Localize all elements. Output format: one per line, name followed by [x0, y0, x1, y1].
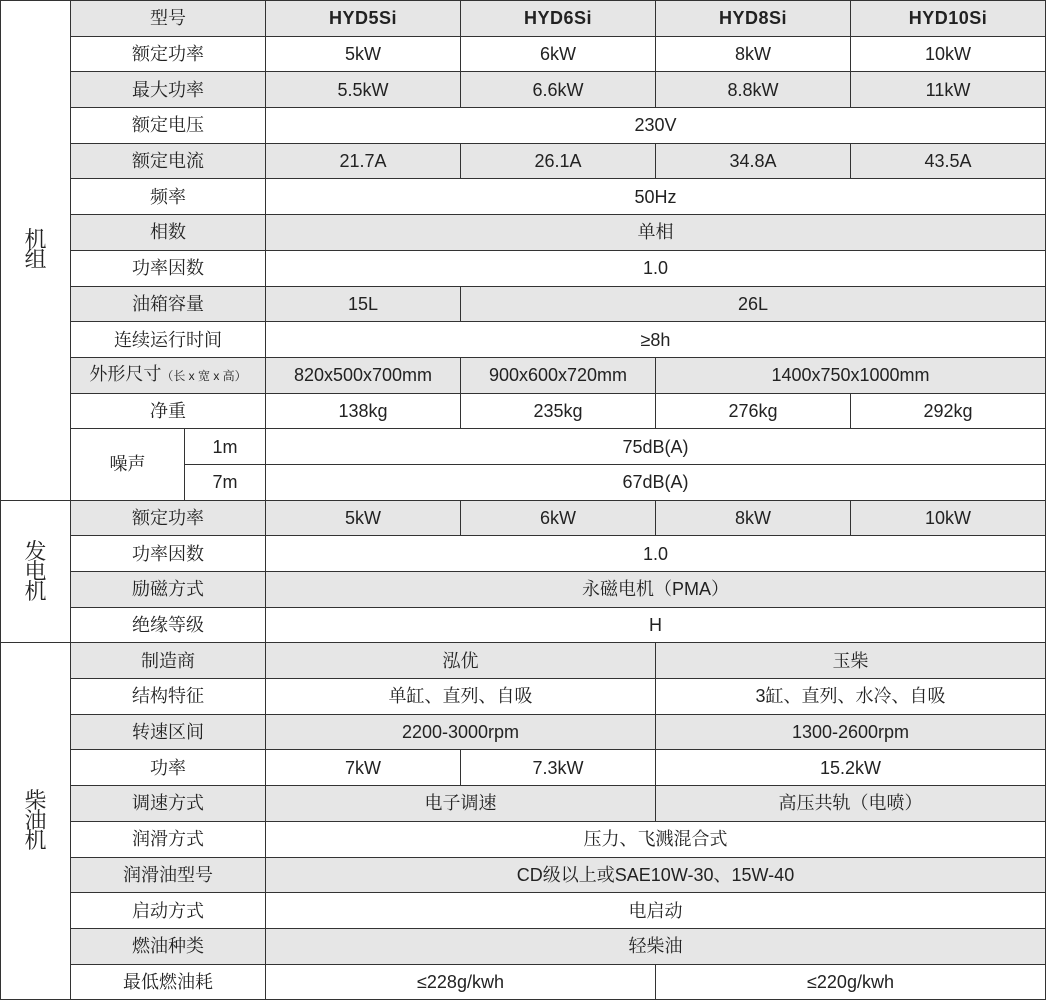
cell-value: 单相: [266, 215, 1046, 251]
row-label: 噪声: [71, 429, 185, 500]
row-label: 连续运行时间: [71, 322, 266, 358]
dimensions-label: 外形尺寸: [89, 364, 162, 385]
row-label: 调速方式: [71, 786, 266, 822]
row-label: 最低燃油耗: [71, 964, 266, 1000]
cell-value: 轻柴油: [266, 928, 1046, 964]
row-label: 额定电压: [71, 108, 266, 144]
row-label: 功率: [71, 750, 266, 786]
cell-value: 6kW: [461, 36, 656, 72]
section-engine-label: 柴油机: [24, 788, 47, 854]
cell-value: 6kW: [461, 500, 656, 536]
engine-start-row: [1, 893, 1046, 929]
unit-rated-voltage-row: [1, 108, 1046, 144]
cell-value: 8.8kW: [656, 72, 851, 108]
cell-value: ≤220g/kwh: [656, 964, 1046, 1000]
row-label: 润滑方式: [71, 821, 266, 857]
row-label: [71, 357, 266, 393]
cell-value: 永磁电机（PMA）: [266, 572, 1046, 608]
cell-value: 138kg: [266, 393, 461, 429]
cell-value: 高压共轨（电喷）: [656, 786, 1046, 822]
engine-oil-row: [1, 857, 1046, 893]
unit-max-power-row: [1, 72, 1046, 108]
cell-value: 15L: [266, 286, 461, 322]
row-label: 启动方式: [71, 893, 266, 929]
row-label: 绝缘等级: [71, 607, 266, 643]
row-label: 相数: [71, 215, 266, 251]
row-label: 润滑油型号: [71, 857, 266, 893]
row-label: 额定电流: [71, 143, 266, 179]
row-label: 转速区间: [71, 714, 266, 750]
row-label: 油箱容量: [71, 286, 266, 322]
row-label: 制造商: [71, 643, 266, 679]
row-label: 励磁方式: [71, 572, 266, 608]
cell-value: 900x600x720mm: [461, 357, 656, 393]
row-label: 频率: [71, 179, 266, 215]
cell-value: 1.0: [266, 250, 1046, 286]
model-hyd5si: HYD5Si: [266, 1, 461, 37]
cell-value: H: [266, 607, 1046, 643]
cell-value: ≥8h: [266, 322, 1046, 358]
cell-value: 8kW: [656, 500, 851, 536]
cell-value: 1300-2600rpm: [656, 714, 1046, 750]
row-label: 燃油种类: [71, 928, 266, 964]
unit-runtime-row: [1, 322, 1046, 358]
section-engine: [1, 643, 71, 1000]
gen-insulation-row: [1, 607, 1046, 643]
gen-power-factor-row: [1, 536, 1046, 572]
cell-value: 8kW: [656, 36, 851, 72]
cell-value: 10kW: [851, 500, 1046, 536]
cell-value: 6.6kW: [461, 72, 656, 108]
header-row: [1, 1, 1046, 37]
noise-distance-1m: 1m: [185, 429, 266, 465]
cell-value: 26.1A: [461, 143, 656, 179]
section-generator: [1, 500, 71, 643]
cell-value: 5kW: [266, 36, 461, 72]
unit-dimensions-row: [1, 357, 1046, 393]
unit-tank-row: [1, 286, 1046, 322]
cell-value: CD级以上或SAE10W-30、15W-40: [266, 857, 1046, 893]
cell-value: 230V: [266, 108, 1046, 144]
engine-structure-row: [1, 679, 1046, 715]
row-label: 最大功率: [71, 72, 266, 108]
cell-value: 3缸、直列、水冷、自吸: [656, 679, 1046, 715]
cell-value: 压力、飞溅混合式: [266, 821, 1046, 857]
cell-value: 292kg: [851, 393, 1046, 429]
model-hyd10si: HYD10Si: [851, 1, 1046, 37]
cell-value: 1.0: [266, 536, 1046, 572]
row-label: 额定功率: [71, 36, 266, 72]
cell-value: 26L: [461, 286, 1046, 322]
cell-value: 75dB(A): [266, 429, 1046, 465]
gen-rated-power-row: [1, 500, 1046, 536]
noise-distance-7m: 7m: [185, 464, 266, 500]
section-unit: [1, 1, 71, 501]
engine-consumption-row: [1, 964, 1046, 1000]
cell-value: 泓优: [266, 643, 656, 679]
unit-rated-current-row: [1, 143, 1046, 179]
section-unit-label: 机组: [24, 227, 47, 273]
cell-value: 7.3kW: [461, 750, 656, 786]
row-label: 功率因数: [71, 250, 266, 286]
row-label: 额定功率: [71, 500, 266, 536]
unit-net-weight-row: [1, 393, 1046, 429]
cell-value: 67dB(A): [266, 464, 1046, 500]
row-label: 净重: [71, 393, 266, 429]
cell-value: ≤228g/kwh: [266, 964, 656, 1000]
unit-rated-power-row: [1, 36, 1046, 72]
cell-value: 电子调速: [266, 786, 656, 822]
unit-frequency-row: [1, 179, 1046, 215]
unit-noise-row-1m: [1, 429, 1046, 465]
cell-value: 15.2kW: [656, 750, 1046, 786]
cell-value: 50Hz: [266, 179, 1046, 215]
cell-value: 276kg: [656, 393, 851, 429]
section-generator-label: 发电机: [24, 538, 47, 604]
cell-value: 7kW: [266, 750, 461, 786]
cell-value: 10kW: [851, 36, 1046, 72]
cell-value: 11kW: [851, 72, 1046, 108]
cell-value: 玉柴: [656, 643, 1046, 679]
cell-value: 2200-3000rpm: [266, 714, 656, 750]
engine-lubrication-row: [1, 821, 1046, 857]
cell-value: 5.5kW: [266, 72, 461, 108]
engine-fuel-row: [1, 928, 1046, 964]
engine-maker-row: [1, 643, 1046, 679]
cell-value: 21.7A: [266, 143, 461, 179]
cell-value: 820x500x700mm: [266, 357, 461, 393]
cell-value: 1400x750x1000mm: [656, 357, 1046, 393]
model-hyd6si: HYD6Si: [461, 1, 656, 37]
model-label: 型号: [71, 1, 266, 37]
cell-value: 单缸、直列、自吸: [266, 679, 656, 715]
row-label: 结构特征: [71, 679, 266, 715]
cell-value: 5kW: [266, 500, 461, 536]
model-hyd8si: HYD8Si: [656, 1, 851, 37]
cell-value: 34.8A: [656, 143, 851, 179]
unit-phase-row: [1, 215, 1046, 251]
dimensions-label-suffix: （长 x 宽 x 高）: [161, 369, 247, 384]
engine-speed-row: [1, 714, 1046, 750]
row-label: 功率因数: [71, 536, 266, 572]
engine-governor-row: [1, 786, 1046, 822]
gen-excitation-row: [1, 572, 1046, 608]
cell-value: 电启动: [266, 893, 1046, 929]
cell-value: 43.5A: [851, 143, 1046, 179]
unit-power-factor-row: [1, 250, 1046, 286]
engine-power-row: [1, 750, 1046, 786]
cell-value: 235kg: [461, 393, 656, 429]
